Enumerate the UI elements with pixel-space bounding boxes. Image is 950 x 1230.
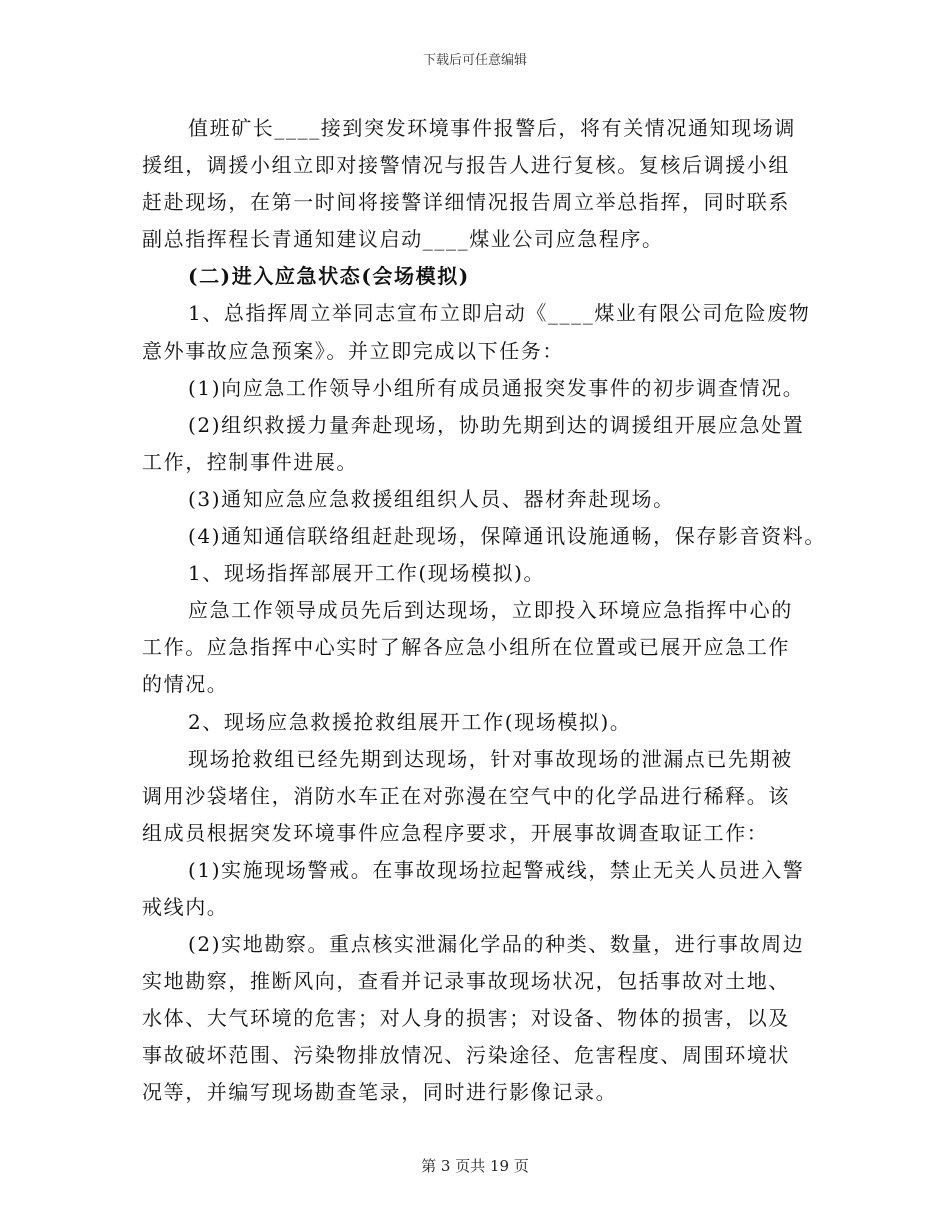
text-line: 赶赴现场，在第一时间将接警详细情况报告周立举总指挥，同时联系 — [142, 190, 790, 215]
text-line: 况等，并编写现场勘查笔录，同时进行影像记录。 — [142, 1080, 618, 1105]
text-line: 副总指挥程长青通知建议启动____煤业公司应急程序。 — [142, 227, 664, 252]
document-body — [142, 110, 826, 1112]
page-footer: 第 3 页共 19 页 — [421, 1157, 529, 1175]
text-line: 工作。应急指挥中心实时了解各应急小组所在位置或已展开应急工作 — [142, 635, 790, 660]
text-line: 2、现场应急救援抢救组展开工作(现场模拟)。 — [188, 709, 632, 734]
text-line: (2)实地勘察。重点核实泄漏化学品的种类、数量，进行事故周边 — [188, 932, 805, 957]
text-line: 组成员根据突发环境事件应急程序要求，开展事故调查取证工作： — [142, 820, 769, 845]
text-line: 水体、大气环境的危害；对人身的损害；对设备、物体的损害，以及 — [142, 1006, 790, 1031]
text-line: 援组，调援小组立即对接警情况与报告人进行复核。复核后调援小组 — [142, 153, 790, 178]
text-line: 意外事故应急预案》。并立即完成以下任务： — [142, 338, 564, 363]
text-line: 1、现场指挥部展开工作(现场模拟)。 — [188, 561, 546, 586]
text-line: (2)组织救援力量奔赴现场，协助先期到达的调援组开展应急处置 — [188, 412, 805, 437]
text-line: 值班矿长____接到突发环境事件报警后，将有关情况通知现场调 — [188, 116, 796, 140]
text-line: 工作，控制事件进展。 — [142, 449, 358, 474]
text-line: 戒线内。 — [142, 894, 229, 919]
text-line: (4)通知通信联络组赶赴现场，保障通讯设施通畅，保存影音资料。 — [188, 524, 826, 549]
text-line: 应急工作领导成员先后到达现场，立即投入环境应急指挥中心的 — [188, 598, 793, 623]
text-line: 调用沙袋堵住，消防水车正在对弥漫在空气中的化学品进行稀释。该 — [142, 783, 790, 808]
text-line: 事故破坏范围、污染物排放情况、污染途径、危害程度、周围环境状 — [142, 1043, 790, 1068]
section-heading: (二)进入应急状态(会场模拟) — [188, 264, 470, 289]
text-line: (1)向应急工作领导小组所有成员通报突发事件的初步调查情况。 — [188, 375, 805, 400]
text-line: (1)实施现场警戒。在事故现场拉起警戒线，禁止无关人员进入警 — [188, 857, 805, 882]
text-line: 现场抢救组已经先期到达现场，针对事故现场的泄漏点已先期被 — [188, 746, 793, 771]
text-line: (3)通知应急应急救援组组织人员、器材奔赴现场。 — [188, 486, 675, 511]
text-line: 实地勘察，推断风向，查看并记录事故现场状况，包括事故对土地、 — [142, 969, 790, 994]
text-line: 的情况。 — [142, 672, 229, 697]
page-header: 下载后可任意编辑 — [422, 53, 527, 68]
text-line: 1、总指挥周立举同志宣布立即启动《____煤业有限公司危险废物 — [188, 301, 811, 326]
